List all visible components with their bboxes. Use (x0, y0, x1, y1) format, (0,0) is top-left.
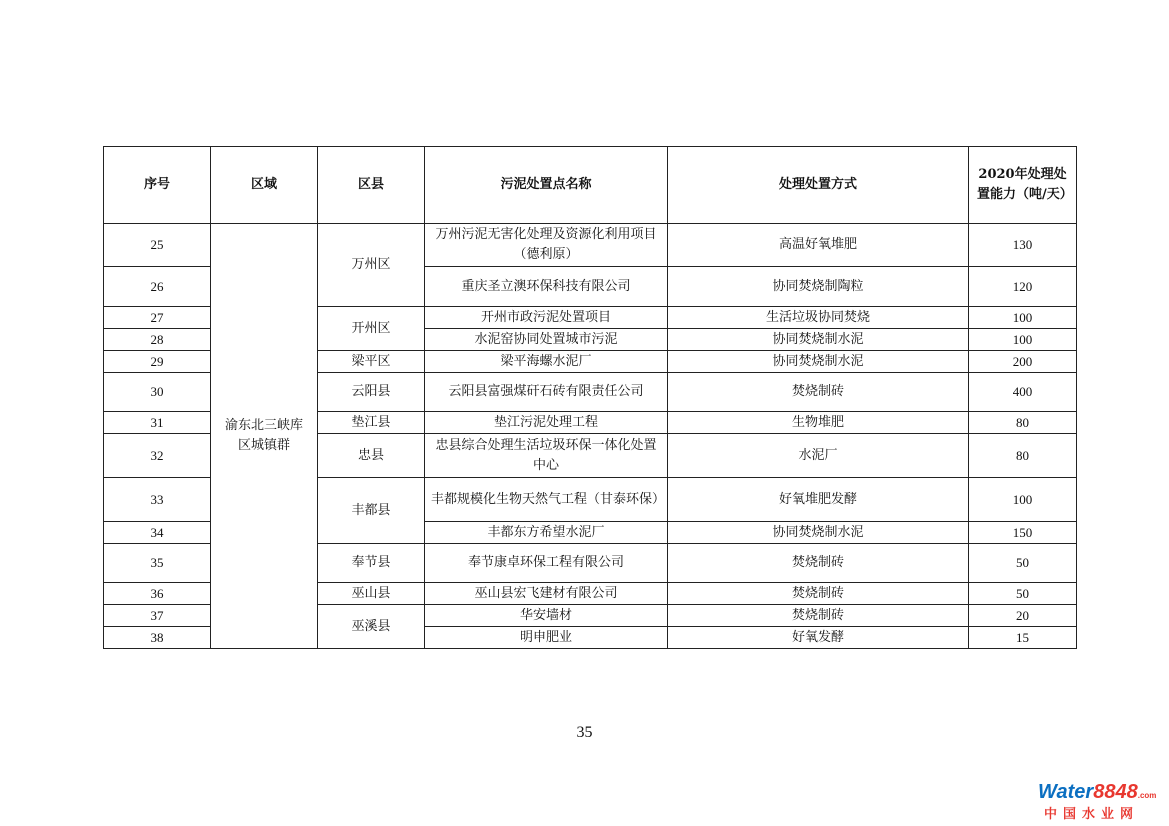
method-cell: 好氧堆肥发酵 (668, 478, 969, 522)
site-cell: 垫江污泥处理工程 (425, 412, 668, 434)
site-cell: 华安墙材 (425, 605, 668, 627)
county-cell: 奉节县 (318, 544, 425, 583)
site-cell: 重庆圣立澳环保科技有限公司 (425, 267, 668, 307)
method-cell: 协同焚烧制水泥 (668, 351, 969, 373)
method-cell: 水泥厂 (668, 434, 969, 478)
seq-cell: 25 (104, 224, 211, 267)
watermark-brand-suffix: .com (1137, 791, 1157, 800)
site-cell: 明申肥业 (425, 627, 668, 649)
seq-cell: 33 (104, 478, 211, 522)
capacity-cell: 100 (969, 329, 1077, 351)
seq-cell: 36 (104, 583, 211, 605)
site-cell: 水泥窑协同处置城市污泥 (425, 329, 668, 351)
capacity-cell: 100 (969, 307, 1077, 329)
seq-cell: 32 (104, 434, 211, 478)
header-method: 处理处置方式 (668, 147, 969, 224)
county-cell: 丰都县 (318, 478, 425, 544)
watermark-brand-part1: Water (1038, 781, 1094, 803)
site-cell: 万州污泥无害化处理及资源化利用项目（德利原） (425, 224, 668, 267)
county-cell: 开州区 (318, 307, 425, 351)
capacity-cell: 150 (969, 522, 1077, 544)
seq-cell: 34 (104, 522, 211, 544)
page-number: 35 (576, 724, 593, 741)
seq-cell: 27 (104, 307, 211, 329)
capacity-cell: 50 (969, 583, 1077, 605)
seq-cell: 37 (104, 605, 211, 627)
county-cell: 垫江县 (318, 412, 425, 434)
region-cell: 渝东北三峡库区城镇群 (211, 224, 318, 649)
capacity-cell: 130 (969, 224, 1077, 267)
capacity-cell: 15 (969, 627, 1077, 649)
method-cell: 协同焚烧制水泥 (668, 329, 969, 351)
site-cell: 梁平海螺水泥厂 (425, 351, 668, 373)
header-row (104, 147, 1077, 224)
site-cell: 丰都规模化生物天然气工程（甘泰环保） (425, 478, 668, 522)
capacity-cell: 20 (969, 605, 1077, 627)
method-cell: 焚烧制砖 (668, 373, 969, 412)
site-cell: 奉节康卓环保工程有限公司 (425, 544, 668, 583)
watermark-brand-part2: 8848 (1093, 781, 1138, 803)
header-county: 区县 (318, 147, 425, 224)
method-cell: 焚烧制砖 (668, 605, 969, 627)
county-cell: 忠县 (318, 434, 425, 478)
county-cell: 巫山县 (318, 583, 425, 605)
method-cell: 焚烧制砖 (668, 583, 969, 605)
method-cell: 协同焚烧制水泥 (668, 522, 969, 544)
seq-cell: 26 (104, 267, 211, 307)
header-seq: 序号 (104, 147, 211, 224)
method-cell: 协同焚烧制陶粒 (668, 267, 969, 307)
capacity-cell: 200 (969, 351, 1077, 373)
watermark-brand (1038, 782, 1162, 806)
method-cell: 生活垃圾协同焚烧 (668, 307, 969, 329)
site-cell: 忠县综合处理生活垃圾环保一体化处置中心 (425, 434, 668, 478)
seq-cell: 38 (104, 627, 211, 649)
capacity-cell: 80 (969, 412, 1077, 434)
header-capacity: 2020年处理处置能力（吨/天） (969, 147, 1077, 224)
watermark-logo (1038, 782, 1162, 822)
method-cell: 焚烧制砖 (668, 544, 969, 583)
method-cell: 好氧发酵 (668, 627, 969, 649)
capacity-cell: 120 (969, 267, 1077, 307)
county-cell: 云阳县 (318, 373, 425, 412)
county-cell: 梁平区 (318, 351, 425, 373)
method-cell: 高温好氧堆肥 (668, 224, 969, 267)
capacity-cell: 50 (969, 544, 1077, 583)
site-cell: 开州市政污泥处置项目 (425, 307, 668, 329)
county-cell: 巫溪县 (318, 605, 425, 649)
sludge-disposal-table (103, 146, 1077, 649)
seq-cell: 29 (104, 351, 211, 373)
site-cell: 云阳县富强煤矸石砖有限责任公司 (425, 373, 668, 412)
table-row (104, 224, 1077, 267)
county-cell: 万州区 (318, 224, 425, 307)
header-site: 污泥处置点名称 (425, 147, 668, 224)
watermark-tagline: 中国水业网 (1044, 807, 1140, 822)
capacity-cell: 400 (969, 373, 1077, 412)
header-region: 区域 (211, 147, 318, 224)
site-cell: 巫山县宏飞建材有限公司 (425, 583, 668, 605)
seq-cell: 28 (104, 329, 211, 351)
seq-cell: 30 (104, 373, 211, 412)
site-cell: 丰都东方希望水泥厂 (425, 522, 668, 544)
capacity-cell: 100 (969, 478, 1077, 522)
seq-cell: 31 (104, 412, 211, 434)
capacity-cell: 80 (969, 434, 1077, 478)
method-cell: 生物堆肥 (668, 412, 969, 434)
seq-cell: 35 (104, 544, 211, 583)
